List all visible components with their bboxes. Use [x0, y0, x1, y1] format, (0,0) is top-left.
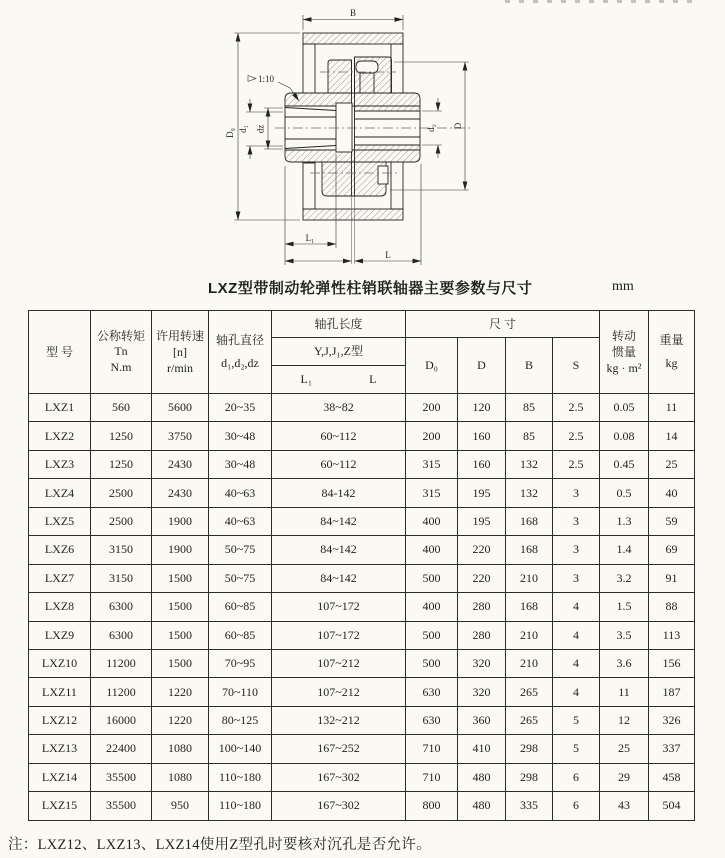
table-cell: 14	[649, 422, 695, 450]
table-row	[29, 621, 695, 649]
dim-label-d0: D₀	[225, 128, 235, 138]
table-cell: 480	[458, 763, 506, 791]
table-cell: 160	[458, 422, 506, 450]
table-cell: 200	[406, 394, 458, 422]
table-cell: 30~48	[209, 422, 272, 450]
param-table	[28, 310, 695, 821]
table-cell: 298	[506, 763, 553, 791]
page-title: LXZ型带制动轮弹性柱销联轴器主要参数与尺寸	[208, 280, 533, 297]
torque-line1: 公称转矩Tn	[96, 329, 145, 358]
col-header-bore-types: Y,J,J₁,Z型	[272, 338, 406, 366]
table-cell: 40~63	[209, 507, 272, 535]
extension-verticals	[352, 196, 355, 264]
table-cell: 950	[152, 792, 209, 820]
model-cell: LXZ10	[29, 649, 91, 677]
inertia-line3: kg · m²	[606, 360, 642, 375]
table-cell: 3.6	[600, 649, 649, 677]
col-header-bore-diameter	[209, 311, 272, 394]
table-cell: 11200	[91, 678, 152, 706]
col-header-inertia	[600, 311, 649, 394]
table-cell: 1500	[152, 564, 209, 592]
table-cell: 84~142	[272, 536, 406, 564]
col-header-L1-L	[272, 366, 406, 394]
table-cell: 35500	[91, 763, 152, 791]
table-cell: 3.5	[600, 621, 649, 649]
weight-line2: kg	[665, 356, 678, 370]
table-cell: 337	[649, 735, 695, 763]
table-row	[29, 593, 695, 621]
table-cell: 280	[458, 621, 506, 649]
table-cell: 40	[649, 479, 695, 507]
table-cell: 132~212	[272, 706, 406, 734]
table-cell: 265	[506, 706, 553, 734]
table-cell: 50~75	[209, 536, 272, 564]
table-row	[29, 422, 695, 450]
table-cell: 335	[506, 792, 553, 820]
table-cell: 500	[406, 564, 458, 592]
table-cell: 168	[506, 507, 553, 535]
table-cell: 85	[506, 422, 553, 450]
table-row	[29, 678, 695, 706]
dim-label-dz: dz	[255, 124, 266, 134]
table-cell: 25	[600, 735, 649, 763]
table-cell: 200	[406, 422, 458, 450]
dim-label-d1: d₁	[238, 125, 248, 133]
table-cell: 2.5	[553, 422, 600, 450]
table-cell: 3150	[91, 564, 152, 592]
col-header-dimensions: 尺 寸	[406, 311, 600, 338]
table-row	[29, 735, 695, 763]
table-row	[29, 706, 695, 734]
model-cell: LXZ5	[29, 507, 91, 535]
table-cell: 160	[458, 450, 506, 478]
taper-label: 1:10	[258, 74, 275, 84]
table-cell: 60~112	[272, 422, 406, 450]
table-cell: 315	[406, 479, 458, 507]
table-cell: 80~125	[209, 706, 272, 734]
table-cell: 3	[553, 564, 600, 592]
table-cell: 43	[600, 792, 649, 820]
table-cell: 298	[506, 735, 553, 763]
table-cell: 12	[600, 706, 649, 734]
table-cell: 107~172	[272, 621, 406, 649]
table-cell: 195	[458, 507, 506, 535]
speed-line3: r/min	[167, 360, 193, 375]
table-cell: 1900	[152, 536, 209, 564]
table-cell: 107~212	[272, 649, 406, 677]
table-cell: 60~112	[272, 450, 406, 478]
model-cell: LXZ8	[29, 593, 91, 621]
bore-dia-line2: d₁,d₂,dz	[221, 356, 259, 370]
table-cell: 6	[553, 763, 600, 791]
dim-label-l: L	[385, 250, 391, 260]
table-row	[29, 792, 695, 820]
weight-line1: 重量	[659, 333, 684, 347]
table-cell: 35500	[91, 792, 152, 820]
table-cell: 458	[649, 763, 695, 791]
table-cell: 70~95	[209, 649, 272, 677]
table-cell: 0.08	[600, 422, 649, 450]
table-cell: 6	[553, 792, 600, 820]
table-cell: 120	[458, 394, 506, 422]
table-cell: 1080	[152, 735, 209, 763]
dim-label-l1: L₁	[305, 233, 315, 243]
model-cell: LXZ12	[29, 706, 91, 734]
table-cell: 1900	[152, 507, 209, 535]
table-cell: 132	[506, 479, 553, 507]
table-cell: 210	[506, 621, 553, 649]
table-cell: 710	[406, 763, 458, 791]
table-cell: 504	[649, 792, 695, 820]
table-cell: 630	[406, 678, 458, 706]
table-cell: 500	[406, 621, 458, 649]
table-cell: 167~252	[272, 735, 406, 763]
table-cell: 5	[553, 735, 600, 763]
table-cell: 500	[406, 649, 458, 677]
table-cell: 167~302	[272, 763, 406, 791]
col-header-bore-length: 轴孔长度	[272, 311, 406, 338]
header-L1: L₁	[300, 372, 313, 386]
table-cell: 4	[553, 649, 600, 677]
table-cell: 2430	[152, 479, 209, 507]
table-cell: 168	[506, 593, 553, 621]
col-header-S: S	[553, 338, 600, 394]
table-cell: 100~140	[209, 735, 272, 763]
table-cell: 320	[458, 649, 506, 677]
model-cell: LXZ1	[29, 394, 91, 422]
table-cell: 110~180	[209, 763, 272, 791]
param-table-body	[29, 394, 695, 821]
table-cell: 1500	[152, 593, 209, 621]
table-cell: 0.05	[600, 394, 649, 422]
table-cell: 3	[553, 507, 600, 535]
table-cell: 168	[506, 536, 553, 564]
col-header-B: B	[506, 338, 553, 394]
table-cell: 220	[458, 536, 506, 564]
table-cell: 50~75	[209, 564, 272, 592]
dim-label-d: D	[453, 122, 463, 130]
model-cell: LXZ4	[29, 479, 91, 507]
table-cell: 1250	[91, 422, 152, 450]
col-header-torque	[91, 311, 152, 394]
table-cell: 88	[649, 593, 695, 621]
footnote: 注：LXZ12、LXZ13、LXZ14使用Z型孔时要核对沉孔是否允许。	[8, 837, 431, 853]
table-cell: 5	[553, 706, 600, 734]
table-cell: 167~302	[272, 792, 406, 820]
table-cell: 91	[649, 564, 695, 592]
col-header-D: D	[458, 338, 506, 394]
table-cell: 29	[600, 763, 649, 791]
table-cell: 132	[506, 450, 553, 478]
inertia-line2: 惯量	[612, 344, 637, 359]
table-row	[29, 394, 695, 422]
table-cell: 85	[506, 394, 553, 422]
table-cell: 4	[553, 621, 600, 649]
table-cell: 3150	[91, 536, 152, 564]
table-cell: 107~172	[272, 593, 406, 621]
table-cell: 1250	[91, 450, 152, 478]
table-cell: 1080	[152, 763, 209, 791]
table-cell: 1220	[152, 706, 209, 734]
table-cell: 2430	[152, 450, 209, 478]
table-row	[29, 564, 695, 592]
table-cell: 84~142	[272, 564, 406, 592]
table-cell: 84-142	[272, 479, 406, 507]
table-cell: 265	[506, 678, 553, 706]
model-cell: LXZ6	[29, 536, 91, 564]
table-cell: 1500	[152, 621, 209, 649]
table-cell: 2.5	[553, 394, 600, 422]
table-cell: 480	[458, 792, 506, 820]
coupling-flanges	[285, 57, 420, 196]
table-cell: 11	[649, 394, 695, 422]
table-cell: 0.45	[600, 450, 649, 478]
table-cell: 400	[406, 536, 458, 564]
table-cell: 59	[649, 507, 695, 535]
table-cell: 40~63	[209, 479, 272, 507]
table-cell: 11200	[91, 649, 152, 677]
table-cell: 5600	[152, 394, 209, 422]
table-cell: 400	[406, 593, 458, 621]
dim-label-b: B	[349, 8, 357, 18]
table-cell: 60~85	[209, 593, 272, 621]
drawing-canvas	[170, 0, 560, 272]
table-row	[29, 536, 695, 564]
table-cell: 156	[649, 649, 695, 677]
dim-label-d2: d₂	[426, 124, 436, 132]
table-cell: 2500	[91, 479, 152, 507]
table-cell: 1.4	[600, 536, 649, 564]
table-cell: 630	[406, 706, 458, 734]
col-header-speed	[152, 311, 209, 394]
col-header-model: 型 号	[29, 311, 91, 394]
model-cell: LXZ3	[29, 450, 91, 478]
table-cell: 280	[458, 593, 506, 621]
table-cell: 360	[458, 706, 506, 734]
table-cell: 6300	[91, 593, 152, 621]
col-header-weight	[649, 311, 695, 394]
model-cell: LXZ9	[29, 621, 91, 649]
table-cell: 3.2	[600, 564, 649, 592]
header-L: L	[369, 372, 377, 386]
table-row	[29, 763, 695, 791]
table-cell: 315	[406, 450, 458, 478]
model-cell: LXZ11	[29, 678, 91, 706]
table-cell: 11	[600, 678, 649, 706]
table-cell: 84~142	[272, 507, 406, 535]
col-header-D0: D₀	[406, 338, 458, 394]
table-cell: 320	[458, 678, 506, 706]
table-cell: 1.3	[600, 507, 649, 535]
torque-line2: N.m	[110, 360, 132, 374]
table-cell: 0.5	[600, 479, 649, 507]
table-cell: 6300	[91, 621, 152, 649]
model-cell: LXZ2	[29, 422, 91, 450]
table-cell: 16000	[91, 706, 152, 734]
table-cell: 2.5	[553, 450, 600, 478]
table-cell: 326	[649, 706, 695, 734]
table-cell: 220	[458, 564, 506, 592]
table-cell: 25	[649, 450, 695, 478]
bore-dia-line1: 轴孔直径	[215, 333, 264, 347]
table-cell: 113	[649, 621, 695, 649]
table-row	[29, 507, 695, 535]
table-cell: 38~82	[272, 394, 406, 422]
table-cell: 4	[553, 593, 600, 621]
table-cell: 3	[553, 536, 600, 564]
table-cell: 30~48	[209, 450, 272, 478]
speed-line2: [n]	[173, 344, 187, 359]
unit-label: mm	[612, 279, 634, 294]
model-cell: LXZ7	[29, 564, 91, 592]
table-cell: 22400	[91, 735, 152, 763]
table-cell: 1500	[152, 649, 209, 677]
table-cell: 1.5	[600, 593, 649, 621]
table-cell: 800	[406, 792, 458, 820]
table-cell: 2500	[91, 507, 152, 535]
table-cell: 107~212	[272, 678, 406, 706]
table-cell: 210	[506, 564, 553, 592]
table-cell: 110~180	[209, 792, 272, 820]
table-cell: 60~85	[209, 621, 272, 649]
table-row	[29, 450, 695, 478]
table-cell: 210	[506, 649, 553, 677]
table-cell: 710	[406, 735, 458, 763]
table-cell: 410	[458, 735, 506, 763]
table-cell: 3	[553, 479, 600, 507]
table-cell: 560	[91, 394, 152, 422]
table-cell: 69	[649, 536, 695, 564]
table-cell: 195	[458, 479, 506, 507]
model-cell: LXZ15	[29, 792, 91, 820]
table-cell: 70~110	[209, 678, 272, 706]
table-cell: 4	[553, 678, 600, 706]
table-cell: 3750	[152, 422, 209, 450]
table-row	[29, 479, 695, 507]
table-cell: 20~35	[209, 394, 272, 422]
table-cell: 187	[649, 678, 695, 706]
inertia-line1: 转动	[612, 328, 637, 343]
table-cell: 400	[406, 507, 458, 535]
table-row	[29, 649, 695, 677]
table-cell: 1220	[152, 678, 209, 706]
model-cell: LXZ14	[29, 763, 91, 791]
speed-line1: 许用转速	[155, 328, 204, 343]
model-cell: LXZ13	[29, 735, 91, 763]
coupling-section-drawing	[170, 0, 560, 272]
